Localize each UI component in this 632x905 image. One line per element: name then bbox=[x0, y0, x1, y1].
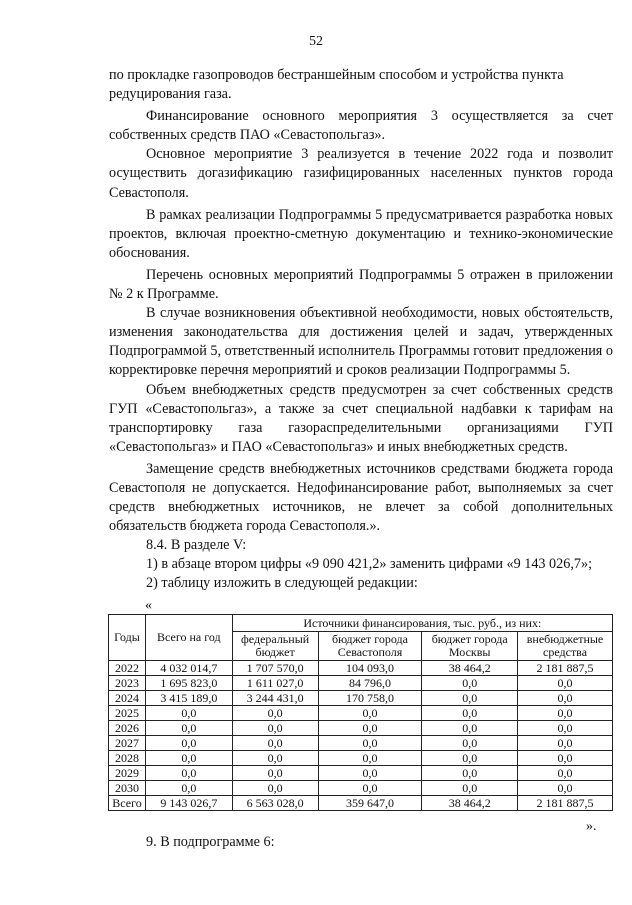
row-year-cell: 2028 bbox=[109, 751, 146, 766]
value-cell: 0,0 bbox=[318, 706, 422, 721]
value-cell: 1 611 027,0 bbox=[232, 676, 318, 691]
paragraph: 2) таблицу изложить в следующей редакции: bbox=[146, 575, 418, 592]
row-year-cell: 2025 bbox=[109, 706, 146, 721]
value-cell: 0,0 bbox=[145, 736, 232, 751]
value-cell: 0,0 bbox=[518, 766, 613, 781]
paragraph: Финансирование основного мероприятия 3 осуществляется за счет собственных средств ПАО «Севастопольгаз». bbox=[109, 108, 613, 144]
value-cell: 0,0 bbox=[145, 781, 232, 796]
row-year-cell: 2024 bbox=[109, 691, 146, 706]
value-cell: 0,0 bbox=[422, 736, 518, 751]
row-year-cell: 2026 bbox=[109, 721, 146, 736]
table-row bbox=[109, 661, 613, 676]
row-year-cell: 2023 bbox=[109, 676, 146, 691]
page-number: 52 bbox=[309, 34, 323, 49]
paragraph: 8.4. В разделе V: bbox=[146, 537, 247, 554]
table-row bbox=[109, 706, 613, 721]
table-row bbox=[109, 796, 613, 811]
paragraph: Объем внебюджетных средств предусмотрен за счет собственных средств ГУП «Севастопольгаз», а также за счет специальной надбавки к тарифам на транспортировку газа газораспределительными организациями ГУП «Севастопольгаз» и ПАО «Севастопольгаз» и иных внебюджетных средств. bbox=[109, 381, 613, 455]
value-cell: 0,0 bbox=[422, 781, 518, 796]
paragraph: Перечень основных мероприятий Подпрограммы 5 отражен в приложении № 2 к Программе. bbox=[109, 266, 613, 303]
value-cell: 9 143 026,7 bbox=[145, 796, 232, 811]
value-cell: 0,0 bbox=[422, 721, 518, 736]
value-cell: 0,0 bbox=[232, 766, 318, 781]
value-cell: 0,0 bbox=[145, 706, 232, 721]
value-cell: 0,0 bbox=[518, 736, 613, 751]
table-body bbox=[109, 661, 613, 811]
value-cell: 0,0 bbox=[518, 706, 613, 721]
value-cell: 0,0 bbox=[518, 751, 613, 766]
header-sevastopol: бюджет города Севастополя bbox=[318, 632, 422, 661]
value-cell: 0,0 bbox=[232, 706, 318, 721]
body-text bbox=[109, 66, 613, 594]
paragraph: В рамках реализации Подпрограммы 5 предусматривается разработка новых проектов, включая проектно-сметную документацию и технико-экономические обоснования. bbox=[109, 206, 613, 261]
value-cell: 0,0 bbox=[518, 691, 613, 706]
value-cell: 0,0 bbox=[422, 691, 518, 706]
row-year-cell: 2030 bbox=[109, 781, 146, 796]
value-cell: 0,0 bbox=[422, 706, 518, 721]
value-cell: 38 464,2 bbox=[422, 661, 518, 676]
value-cell: 0,0 bbox=[145, 721, 232, 736]
value-cell: 3 244 431,0 bbox=[232, 691, 318, 706]
value-cell: 0,0 bbox=[232, 751, 318, 766]
row-year-cell: 2027 bbox=[109, 736, 146, 751]
header-total: Всего на год bbox=[145, 615, 232, 661]
value-cell: 0,0 bbox=[145, 766, 232, 781]
value-cell: 1 695 823,0 bbox=[145, 676, 232, 691]
value-cell: 0,0 bbox=[518, 781, 613, 796]
value-cell: 84 796,0 bbox=[318, 676, 422, 691]
value-cell: 6 563 028,0 bbox=[232, 796, 318, 811]
value-cell: 2 181 887,5 bbox=[518, 796, 613, 811]
table-row bbox=[109, 751, 613, 766]
table-row bbox=[109, 721, 613, 736]
value-cell: 4 032 014,7 bbox=[145, 661, 232, 676]
value-cell: 0,0 bbox=[145, 751, 232, 766]
paragraph: по прокладке газопроводов бестраншейным способом и устройства пункта редуцирования газа. bbox=[109, 67, 564, 103]
value-cell: 38 464,2 bbox=[422, 796, 518, 811]
value-cell: 0,0 bbox=[422, 676, 518, 691]
value-cell: 0,0 bbox=[318, 721, 422, 736]
value-cell: 0,0 bbox=[318, 751, 422, 766]
row-year-cell: 2029 bbox=[109, 766, 146, 781]
paragraph: 9. В подпрограмме 6: bbox=[146, 834, 275, 850]
value-cell: 170 758,0 bbox=[318, 691, 422, 706]
value-cell: 0,0 bbox=[518, 721, 613, 736]
value-cell: 104 093,0 bbox=[318, 661, 422, 676]
header-extrabudget: внебюджетные средства bbox=[518, 632, 613, 661]
value-cell: 0,0 bbox=[232, 721, 318, 736]
paragraph: Замещение средств внебюджетных источников средствами бюджета города Севастополя не допускается. Недофинансирование работ, выполняемых за счет средств внебюджетных источников, не влечет за собой дополнительных обязательств бюджета города Севастополя.». bbox=[109, 460, 613, 535]
value-cell: 0,0 bbox=[318, 766, 422, 781]
financing-table bbox=[108, 614, 613, 811]
value-cell: 3 415 189,0 bbox=[145, 691, 232, 706]
value-cell: 2 181 887,5 bbox=[518, 661, 613, 676]
header-years: Годы bbox=[109, 615, 146, 661]
value-cell: 1 707 570,0 bbox=[232, 661, 318, 676]
value-cell: 0,0 bbox=[422, 751, 518, 766]
value-cell: 0,0 bbox=[422, 766, 518, 781]
row-year-cell: Всего bbox=[109, 796, 146, 811]
header-sources: Источники финансирования, тыс. руб., из них: bbox=[232, 615, 612, 632]
table-row bbox=[109, 691, 613, 706]
header-federal: федеральный бюджет bbox=[232, 632, 318, 661]
value-cell: 0,0 bbox=[318, 781, 422, 796]
value-cell: 359 647,0 bbox=[318, 796, 422, 811]
value-cell: 0,0 bbox=[518, 676, 613, 691]
value-cell: 0,0 bbox=[318, 736, 422, 751]
value-cell: 0,0 bbox=[232, 781, 318, 796]
paragraph: В случае возникновения объективной необходимости, новых обстоятельств, изменения законодательства для достижения целей и задач, утвержденных Подпрограммой 5, ответственный исполнитель Программы готовит предложения о корректировке перечня мероприятий и сроков реализации Подпрограммы 5. bbox=[109, 305, 613, 379]
table-row bbox=[109, 781, 613, 796]
table-row bbox=[109, 766, 613, 781]
value-cell: 0,0 bbox=[232, 736, 318, 751]
table-row bbox=[109, 676, 613, 691]
row-year-cell: 2022 bbox=[109, 661, 146, 676]
paragraph: 1) в абзаце втором цифры «9 090 421,2» заменить цифрами «9 143 026,7»; bbox=[146, 556, 593, 573]
quote-close-mark: ». bbox=[586, 819, 597, 834]
header-moscow: бюджет города Москвы bbox=[422, 632, 518, 661]
table-row bbox=[109, 736, 613, 751]
paragraph: Основное мероприятие 3 реализуется в течение 2022 года и позволит осуществить догазификацию газифицированных населенных пунктов города Севастополя. bbox=[109, 146, 613, 201]
quote-open-mark: « bbox=[145, 598, 152, 613]
